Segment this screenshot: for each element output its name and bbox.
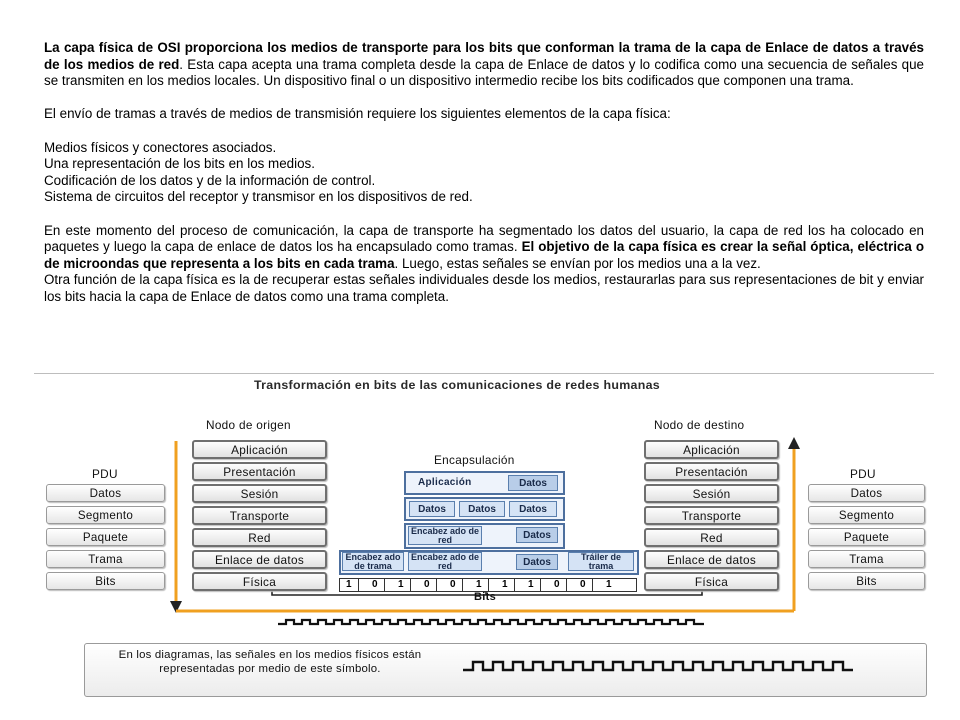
legend-note <box>84 643 927 697</box>
pdu-label-left: PDU <box>92 467 118 481</box>
encap-network-header: Encabez ado de red <box>408 526 482 545</box>
list-item: Codificación de los datos y de la información de control. <box>44 172 376 188</box>
encap-datos-app: Datos <box>508 475 558 491</box>
dest-layer-enlace: Enlace de datos <box>644 550 779 569</box>
dest-layer-aplicacion: Aplicación <box>644 440 779 459</box>
encap-datos-2: Datos <box>459 501 505 517</box>
origin-layer-aplicacion: Aplicación <box>192 440 327 459</box>
osi-diagram <box>34 373 934 713</box>
body-text <box>44 40 924 306</box>
encap-frame-header: Encabez ado de trama <box>342 552 404 571</box>
diagram-title: Transformación en bits de las comunicaciones de redes humanas <box>254 378 660 392</box>
up-arrow-head <box>788 437 800 449</box>
origin-layer-fisica: Física <box>192 572 327 591</box>
pdu-right-trama: Trama <box>808 550 925 568</box>
pdu-right-bits: Bits <box>808 572 925 590</box>
pdu-left-segmento: Segmento <box>46 506 165 524</box>
bit-10: 1 <box>605 579 612 590</box>
pdu-right-segmento: Segmento <box>808 506 925 524</box>
encap-datos-1: Datos <box>409 501 455 517</box>
encap-app-label: Aplicación <box>418 477 472 488</box>
pdu-left-paquete: Paquete <box>46 528 165 546</box>
list-item: Medios físicos y conectores asociados. <box>44 139 277 155</box>
bit-4: 0 <box>444 579 463 591</box>
encap-label: Encapsulación <box>434 453 515 467</box>
bit-3: 0 <box>418 579 437 591</box>
origin-label: Nodo de origen <box>206 418 291 432</box>
bit-string <box>339 578 637 592</box>
pdu-left-bits: Bits <box>46 572 165 590</box>
bit-6: 1 <box>496 579 515 591</box>
encap-frame-datos: Datos <box>516 554 558 570</box>
encap-frame-trailer: Tráiler de trama <box>568 552 634 571</box>
list-item: Sistema de circuitos del receptor y transmisor en los dispositivos de red. <box>44 189 473 205</box>
bits-label: Bits <box>474 591 496 603</box>
encap-datos-3: Datos <box>509 501 557 517</box>
p1-bold: La capa física de OSI proporciona los medios de transporte para los bits que conforman la trama de la capa de Enlace de datos a través de los medios de red <box>44 40 924 72</box>
legend-note-text: En los diagramas, las señales en los medios físicos están representadas por medio de este símbolo. <box>118 649 422 675</box>
bit-5: 1 <box>470 579 489 591</box>
p3-bold: El objetivo de la capa física es crear la señal óptica, eléctrica o de microondas que representa a los bits en cada trama <box>44 239 925 271</box>
pdu-left-datos: Datos <box>46 484 165 502</box>
origin-layer-enlace: Enlace de datos <box>192 550 327 569</box>
pdu-left-trama: Trama <box>46 550 165 568</box>
pdu-label-right: PDU <box>850 467 876 481</box>
bit-0: 1 <box>340 579 359 591</box>
dest-layer-transporte: Transporte <box>644 506 779 525</box>
origin-layer-sesion: Sesión <box>192 484 327 503</box>
bit-1: 0 <box>366 579 385 591</box>
dest-layer-sesion: Sesión <box>644 484 779 503</box>
p3-end: . Luego, estas señales se envían por los medios una a la vez. <box>394 255 761 271</box>
dest-layer-red: Red <box>644 528 779 547</box>
origin-layer-red: Red <box>192 528 327 547</box>
paragraph-1 <box>44 40 924 90</box>
origin-layer-transporte: Transporte <box>192 506 327 525</box>
dest-layer-presentacion: Presentación <box>644 462 779 481</box>
bit-8: 0 <box>548 579 567 591</box>
paragraph-3 <box>44 223 924 273</box>
pdu-right-datos: Datos <box>808 484 925 502</box>
paragraph-4: Otra función de la capa física es la de recuperar estas señales individuales desde los medios, restaurarlas para sus representaciones de bit y enviar los bits hacia la capa de Enlace de datos como una trama completa. <box>44 272 924 304</box>
origin-layer-presentacion: Presentación <box>192 462 327 481</box>
signal-symbol-icon <box>463 658 923 678</box>
bit-9: 0 <box>574 579 593 591</box>
dest-layer-fisica: Física <box>644 572 779 591</box>
bit-2: 1 <box>392 579 411 591</box>
pdu-right-paquete: Paquete <box>808 528 925 546</box>
dest-label: Nodo de destino <box>654 418 745 432</box>
signal-line <box>278 620 704 624</box>
list-item: Una representación de los bits en los medios. <box>44 156 315 172</box>
bit-7: 1 <box>522 579 541 591</box>
paragraph-2: El envío de tramas a través de medios de transmisión requiere los siguientes elementos de la capa física: <box>44 106 671 122</box>
encap-network-datos: Datos <box>516 527 558 543</box>
encap-frame-network-header: Encabez ado de red <box>408 552 482 571</box>
p1-rest: . Esta capa acepta una trama completa desde la capa de Enlace de datos y lo codifica como una secuencia de señales que se transmiten en los medios locales. Un dispositivo final o un dispositivo intermedio recibe los bits codificados que componen una trama. <box>44 56 924 89</box>
p3-start: En este momento del proceso de comunicación, la capa de transporte ha segmentado los datos del usuario, la capa de red los ha colocado en paquetes y luego la capa de enlace de datos los ha encapsulado como tramas. <box>44 222 924 255</box>
